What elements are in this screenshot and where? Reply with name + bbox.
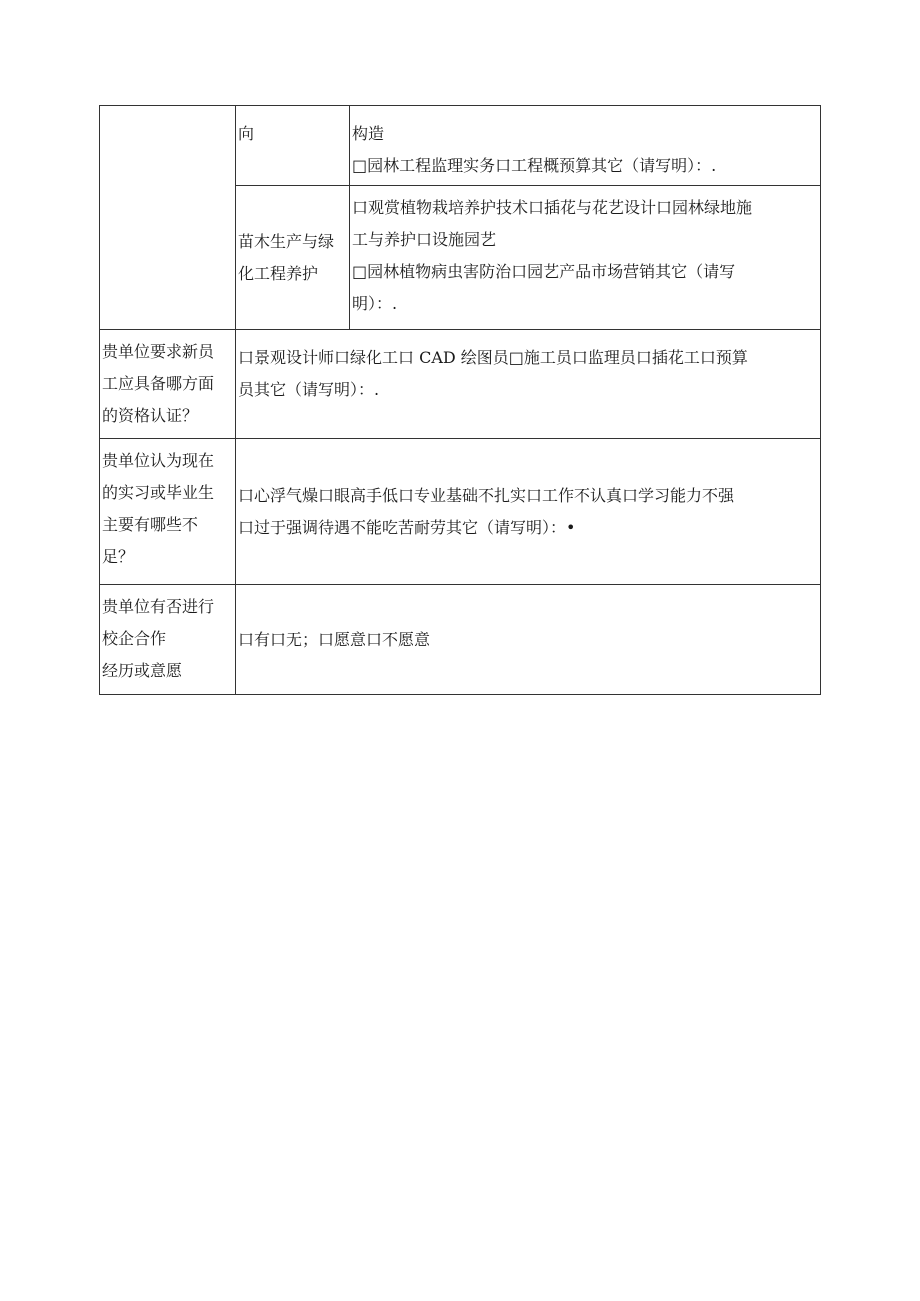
answer-options-line: 口景观设计师口绿化工口 CAD 绘图员□施工员口监理员口插花工口预算: [238, 348, 748, 367]
answer-options-line: 口有口无；口愿意口不愿意: [238, 629, 431, 649]
question-label-line: 的实习或毕业生: [102, 483, 215, 502]
question-label-cell: [100, 330, 236, 439]
courses-line: □园林工程监理实务口工程概预算其它（请写明）：.: [352, 156, 717, 175]
survey-table: [99, 105, 821, 695]
question-label-line: 贵单位认为现在: [102, 451, 215, 470]
courses-line: 工与养护口设施园艺: [352, 230, 497, 249]
question-label-line: 经历或意愿: [102, 661, 183, 680]
major-direction-cell: [236, 186, 350, 330]
question-label-cell: [100, 585, 236, 695]
answer-options-line: 口心浮气燥口眼高手低口专业基础不扎实口工作不认真口学习能力不强: [238, 485, 735, 505]
empty-label-cell: [100, 106, 236, 330]
answer-options-cell: [236, 439, 821, 585]
question-label-line: 的资格认证？: [102, 406, 199, 425]
table-row: [100, 330, 821, 439]
major-direction-text: 化工程养护: [238, 263, 319, 283]
table-row: [100, 585, 821, 695]
courses-cell: [350, 106, 821, 186]
answer-options-line: 口过于强调待遇不能吃苦耐劳其它（请写明）：•: [238, 517, 576, 537]
answer-options-cell: [236, 330, 821, 439]
table-row: [100, 439, 821, 585]
courses-line: 构造: [352, 124, 385, 143]
major-direction-text: 向: [238, 124, 255, 143]
question-label-line: 工应具备哪方面: [102, 374, 215, 393]
question-label-line: 校企合作: [102, 629, 167, 648]
courses-cell: [350, 186, 821, 330]
major-direction-cell: [236, 106, 350, 186]
question-label-line: 主要有哪些不: [102, 515, 199, 534]
courses-line: 明）：.: [352, 294, 398, 313]
major-direction-text: 苗木生产与绿: [238, 231, 335, 251]
question-label-line: 足？: [102, 547, 135, 566]
courses-line: 口观赏植物栽培养护技术口插花与花艺设计口园林绿地施: [352, 198, 753, 217]
table-row: [100, 106, 821, 186]
question-label-cell: [100, 439, 236, 585]
courses-line: □园林植物病虫害防治口园艺产品市场营销其它（请写: [352, 262, 736, 281]
answer-options-line: 员其它（请写明）：.: [238, 380, 380, 399]
question-label-line: 贵单位要求新员: [102, 342, 215, 361]
question-label-line: 贵单位有否进行: [102, 597, 215, 616]
answer-options-cell: [236, 585, 821, 695]
